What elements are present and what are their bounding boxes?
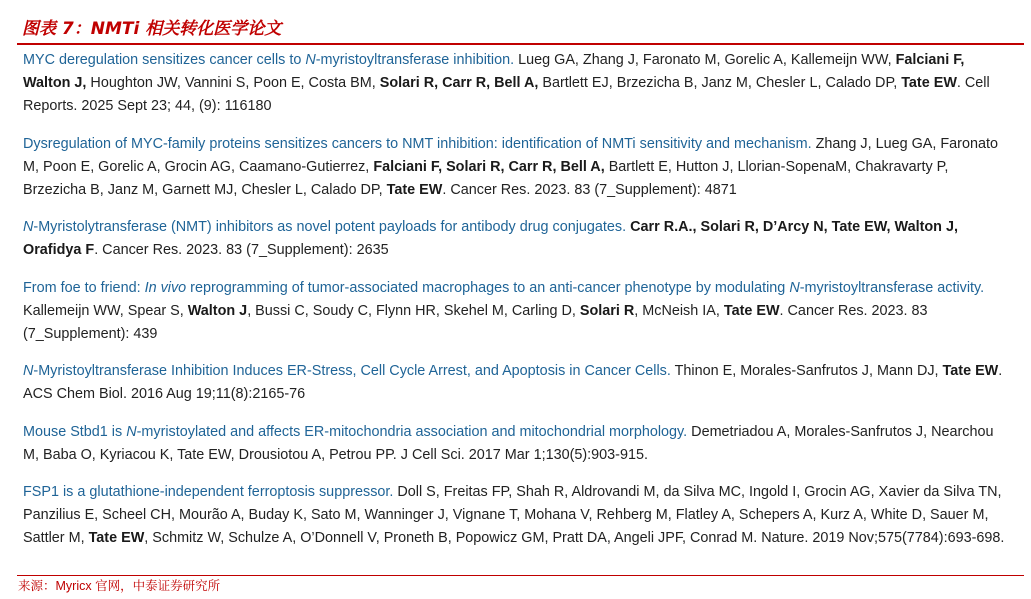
- reference-citation-text: . ACS Chem Biol. 2016 Aug 19;11(8):2165-76: [23, 363, 1003, 402]
- reference-title-link[interactable]: Dysregulation of MYC-family proteins sensitizes cancers to NMT inhibition: identification of NMTi sensitivity and mechanism.: [23, 135, 812, 152]
- highlighted-authors: Solari R: [579, 302, 635, 319]
- reference-citation-text: Kallemeijn WW, Spear S,: [23, 302, 188, 319]
- highlighted-authors: Tate EW: [942, 363, 999, 379]
- highlighted-authors: Falciani F, Walton J,: [23, 52, 965, 91]
- reference-item: [23, 360, 1013, 406]
- reference-title-link[interactable]: FSP1 is a glutathione-independent ferroptosis suppressor.: [23, 484, 394, 500]
- highlighted-authors: Tate EW: [901, 75, 957, 91]
- reference-citation-text: Zhang J, Lueg GA, Faronato M, Poon E, Gorelic A, Grocin AG, Caamano-Gutierrez,: [23, 135, 998, 175]
- reference-item: [23, 277, 1013, 346]
- reference-title-link[interactable]: reprogramming of tumor-associated macrophages to an anti-cancer phenotype by modulating: [186, 279, 790, 296]
- reference-list: [23, 49, 1013, 573]
- reference-title-link[interactable]: -myristoyltransferase activity.: [799, 279, 985, 296]
- reference-title-link[interactable]: -Myristoyltransferase Inhibition Induces ER-Stress, Cell Cycle Arrest, and Apoptosis in Cancer Cells.: [33, 363, 671, 379]
- reference-citation-text: Bartlett EJ, Brzezicha B, Janz M, Chesler L, Calado DP,: [538, 75, 902, 91]
- reference-title-link[interactable]: N: [23, 219, 34, 235]
- reference-citation-text: Demetriadou A, Morales-Sanfrutos J, Nearchou M, Baba O, Kyriacou K, Tate EW, Drousiotou A, Petrou PP. J Cell Sci. 2017 Mar 1;130(5):903-915.: [23, 423, 994, 463]
- figure-source: 来源：Myricx 官网，中泰证券研究所: [18, 579, 221, 593]
- highlighted-authors: Carr R.A., Solari R, D’Arcy N, Tate EW, Walton J, Orafidya F: [23, 219, 958, 258]
- reference-citation-text: Bartlett E, Hutton J, Llorian-SopenaM, Chakravarty P, Brzezicha B, Janz M, Garnett MJ, Chesler L, Calado DP,: [23, 158, 949, 198]
- reference-title-link[interactable]: Mouse Stbd1 is: [23, 423, 127, 440]
- reference-title-link[interactable]: -myristoylated and affects ER-mitochondria association and mitochondrial morphology.: [136, 423, 688, 440]
- reference-item: [23, 421, 1013, 467]
- reference-citation-text: , Bussi C, Soudy C, Flynn HR, Skehel M, Carling D,: [247, 302, 580, 319]
- reference-title-link[interactable]: MYC deregulation sensitizes cancer cells to: [23, 52, 306, 68]
- title-underline: [17, 43, 1024, 45]
- reference-item: [23, 133, 1013, 202]
- highlighted-authors: Tate EW: [88, 530, 145, 546]
- highlighted-authors: Tate EW: [386, 181, 443, 198]
- reference-citation-text: Thinon E, Morales-Sanfrutos J, Mann DJ,: [670, 363, 943, 379]
- reference-citation-text: , McNeish IA,: [634, 302, 724, 319]
- reference-title-link[interactable]: N: [23, 363, 34, 379]
- reference-citation-text: Houghton JW, Vannini S, Poon E, Costa BM,: [86, 75, 380, 91]
- reference-citation-text: . Cell Reports. 2025 Sept 23; 44, (9): 116180: [23, 75, 990, 114]
- reference-citation-text: . Cancer Res. 2023. 83 (7_Supplement): 439: [23, 302, 928, 342]
- reference-title-link[interactable]: N: [126, 423, 137, 440]
- reference-title-link[interactable]: From foe to friend:: [23, 279, 145, 296]
- highlighted-authors: Walton J: [187, 302, 248, 319]
- reference-citation-text: , Schmitz W, Schulze A, O’Donnell V, Proneth B, Popowicz GM, Pratt DA, Angeli JPF, Conrad M. Nature. 2019 Nov;575(7784):693-698.: [144, 530, 1005, 546]
- reference-item: [23, 481, 1013, 550]
- reference-citation-text: . Cancer Res. 2023. 83 (7_Supplement): 4871: [442, 181, 737, 198]
- footer-rule: [17, 575, 1024, 576]
- reference-item: [23, 216, 1013, 262]
- reference-citation-text: . Cancer Res. 2023. 83 (7_Supplement): 2635: [94, 242, 389, 258]
- reference-title-link[interactable]: N: [305, 52, 316, 68]
- reference-title-link[interactable]: In vivo: [144, 279, 187, 296]
- reference-item: [23, 49, 1013, 118]
- highlighted-authors: Tate EW: [723, 302, 780, 319]
- highlighted-authors: Falciani F, Solari R, Carr R, Bell A,: [373, 158, 605, 175]
- reference-title-link[interactable]: -myristoyltransferase inhibition.: [315, 52, 515, 68]
- highlighted-authors: Solari R, Carr R, Bell A,: [379, 75, 539, 91]
- reference-title-link[interactable]: -Myristolytransferase (NMT) inhibitors as novel potent payloads for antibody drug conjugates.: [33, 219, 627, 235]
- reference-title-link[interactable]: N: [789, 279, 800, 296]
- reference-citation-text: Doll S, Freitas FP, Shah R, Aldrovandi M, da Silva MC, Ingold I, Grocin AG, Xavier da Silva TN, Panzilius E, Scheel CH, Mourão A, Buday K, Sato M, Wanninger J, Vignane T, Mohana V, Rehberg M, Flatley A, Schepers A, Kurz A, White D, Sauer M, Sattler M,: [23, 484, 1002, 546]
- figure-title: 图表 7：NMTi 相关转化医学论文: [22, 19, 282, 39]
- reference-citation-text: Lueg GA, Zhang J, Faronato M, Gorelic A, Kallemeijn WW,: [514, 52, 896, 68]
